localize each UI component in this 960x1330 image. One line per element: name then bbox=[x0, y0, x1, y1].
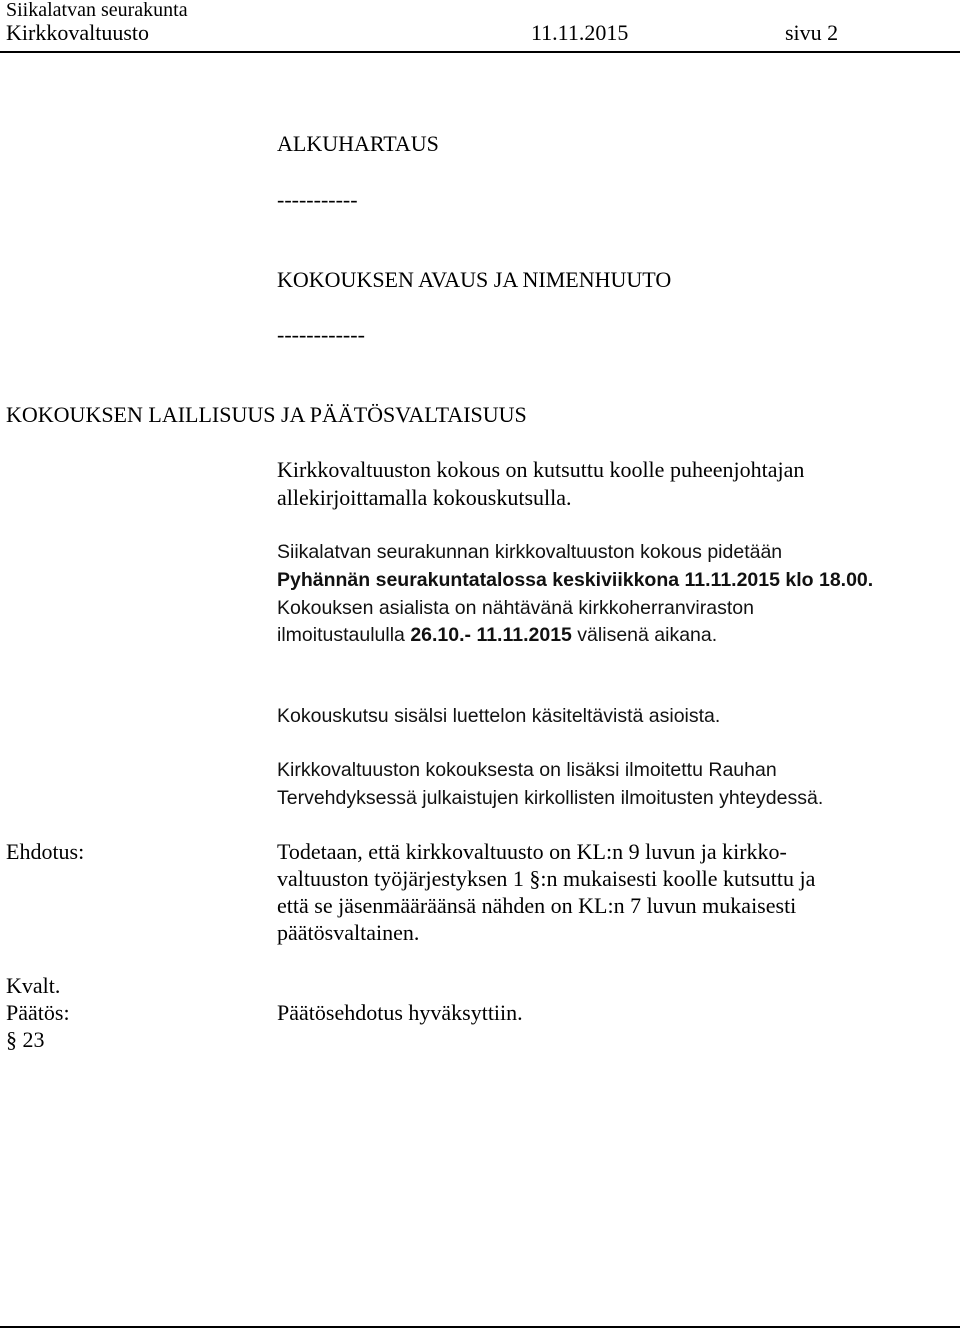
section-number: § 23 bbox=[6, 1027, 45, 1052]
document-body-name: Kirkkovaltuusto bbox=[6, 20, 149, 45]
paragraph-3: Kokouskutsu sisälsi luettelon käsiteltävistä asioista. bbox=[277, 705, 721, 727]
proposal-line-3: että se jäsenmääräänsä nähden on KL:n 7 luvun mukaisesti bbox=[277, 893, 797, 918]
paragraph-4-line-2: Tervehdyksessä julkaistujen kirkollisten ilmoitusten yhteydessä. bbox=[277, 787, 824, 809]
paragraph-1-line-2: allekirjoittamalla kokouskutsulla. bbox=[277, 485, 572, 510]
paragraph-1-line-1: Kirkkovaltuuston kokous on kutsuttu koolle puheenjohtajan bbox=[277, 457, 805, 482]
proposal-line-2: valtuuston työjärjestyksen 1 §:n mukaisesti koolle kutsuttu ja bbox=[277, 866, 816, 891]
heading-quorum: KOKOUKSEN LAILLISUUS JA PÄÄTÖSVALTAISUUS bbox=[6, 402, 527, 427]
header-rule bbox=[0, 51, 960, 53]
decision-label-line-2: Päätös: bbox=[6, 1000, 70, 1025]
heading-roll-call: KOKOUKSEN AVAUS JA NIMENHUUTO bbox=[277, 267, 672, 292]
organization-name: Siikalatvan seurakunta bbox=[6, 0, 188, 21]
paragraph-2-line-2: Pyhännän seurakuntatalossa keskiviikkona 11.11.2015 klo 18.00. bbox=[277, 569, 874, 591]
page-number: sivu 2 bbox=[785, 20, 839, 45]
heading-rule-1: ----------- bbox=[277, 187, 358, 212]
decision-text: Päätösehdotus hyväksyttiin. bbox=[277, 1000, 523, 1025]
paragraph-2-line-4 bbox=[277, 621, 717, 649]
heading-opening-devotion: ALKUHARTAUS bbox=[277, 131, 439, 156]
paragraph-4-line-1: Kirkkovaltuuston kokouksesta on lisäksi ilmoitettu Rauhan bbox=[277, 759, 777, 781]
paragraph-2-line-1: Siikalatvan seurakunnan kirkkovaltuuston kokous pidetään bbox=[277, 541, 783, 563]
document-date: 11.11.2015 bbox=[531, 20, 629, 45]
heading-rule-2: ------------ bbox=[277, 322, 365, 347]
footer-rule bbox=[0, 1326, 960, 1328]
proposal-label: Ehdotus: bbox=[6, 839, 85, 864]
paragraph-2-line-3: Kokouksen asialista on nähtävänä kirkkoherranviraston bbox=[277, 597, 754, 619]
proposal-line-4: päätösvaltainen. bbox=[277, 920, 420, 945]
notice-board-text: ilmoitustaululla bbox=[277, 624, 411, 646]
proposal-line-1: Todetaan, että kirkkovaltuusto on KL:n 9 luvun ja kirkko- bbox=[277, 839, 787, 864]
display-period: 26.10.- 11.11.2015 bbox=[410, 624, 572, 646]
period-suffix-text: välisenä aikana. bbox=[571, 624, 718, 646]
decision-label-line-1: Kvalt. bbox=[6, 973, 61, 998]
